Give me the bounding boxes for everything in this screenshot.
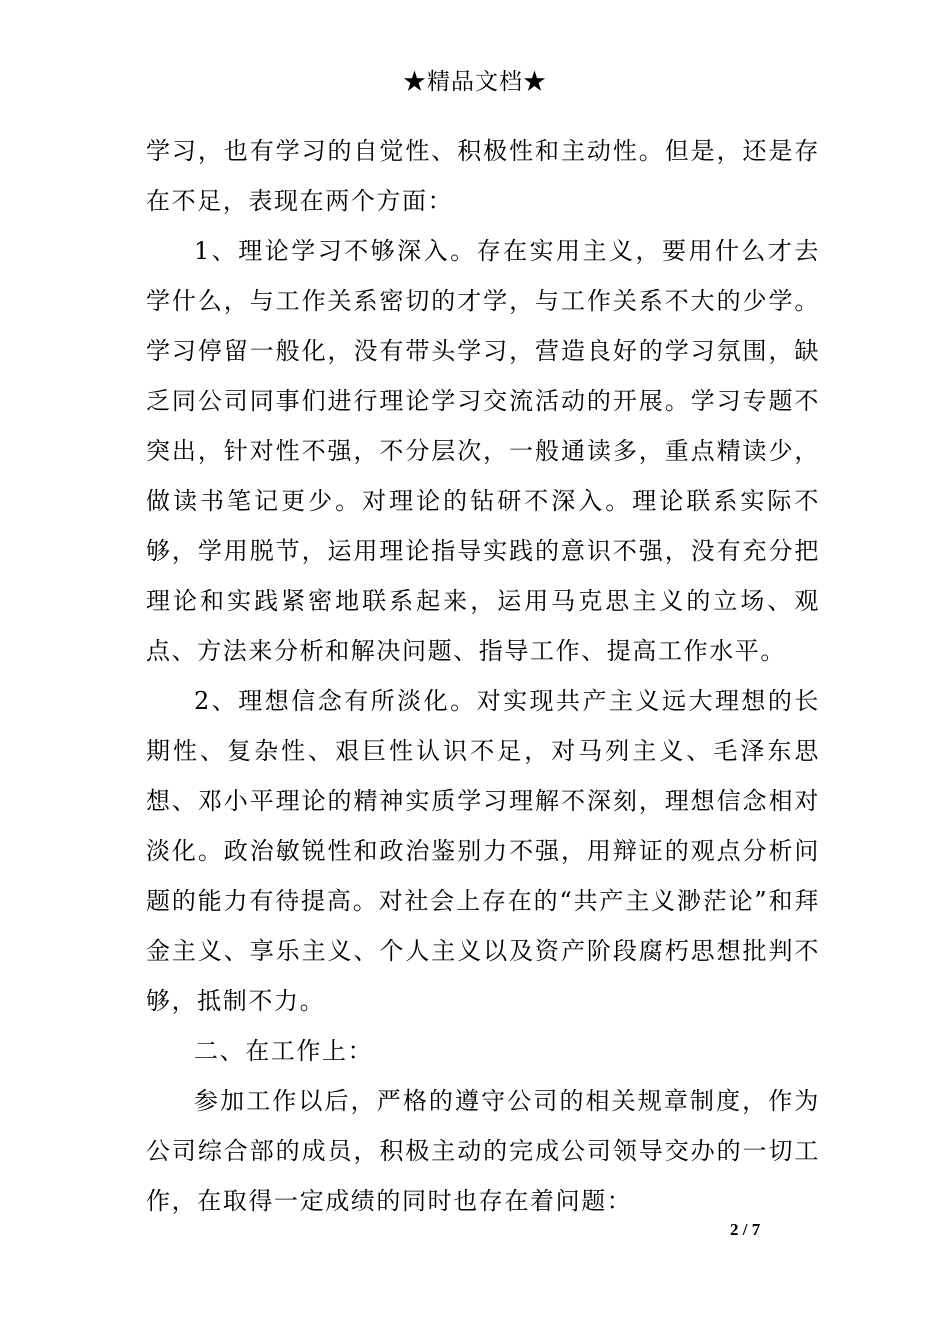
page-number: 2 / 7: [730, 1220, 761, 1239]
paragraph-ideals-beliefs: 2、理想信念有所淡化。对实现共产主义远大理想的长期性、复杂性、艰巨性认识不足，对马列主义、毛泽东思想、邓小平理论的精神实质学习理解不深刻，理想信念相对淡化。政治敏锐性和政治鉴别力不强，用辩证的观点分析问题的能力有待提高。对社会上存在的“共产主义渺茫论”和拜金主义、享乐主义、个人主义以及资产阶段腐朽思想批判不够，抵制不力。: [146, 687, 820, 1015]
paragraph-work: 参加工作以后，严格的遵守公司的相关规章制度，作为公司综合部的成员，积极主动的完成公司领导交办的一切工作，在取得一定成绩的同时也存在着问题：: [146, 1087, 820, 1215]
paragraph-theory-study: 1、理论学习不够深入。存在实用主义，要用什么才去学什么，与工作关系密切的才学，与工作关系不大的少学。学习停留一般化，没有带头学习，营造良好的学习氛围，缺乏同公司同事们进行理论学习交流活动的开展。学习专题不突出，针对性不强，不分层次，一般通读多，重点精读少，做读书笔记更少。对理论的钻研不深入。理论联系实际不够，学用脱节，运用理论指导实践的意识不强，没有充分把理论和实践紧密地联系起来，运用马克思主义的立场、观点、方法来分析和解决问题、指导工作、提高工作水平。: [146, 237, 820, 665]
section-heading-work: 二、在工作上：: [194, 1037, 374, 1065]
paragraph-intro-continuation: 学习，也有学习的自觉性、积极性和主动性。但是，还是存在不足，表现在两个方面：: [146, 137, 820, 215]
document-header-title: ★精品文档★: [403, 69, 547, 95]
document-body: [146, 126, 820, 1226]
